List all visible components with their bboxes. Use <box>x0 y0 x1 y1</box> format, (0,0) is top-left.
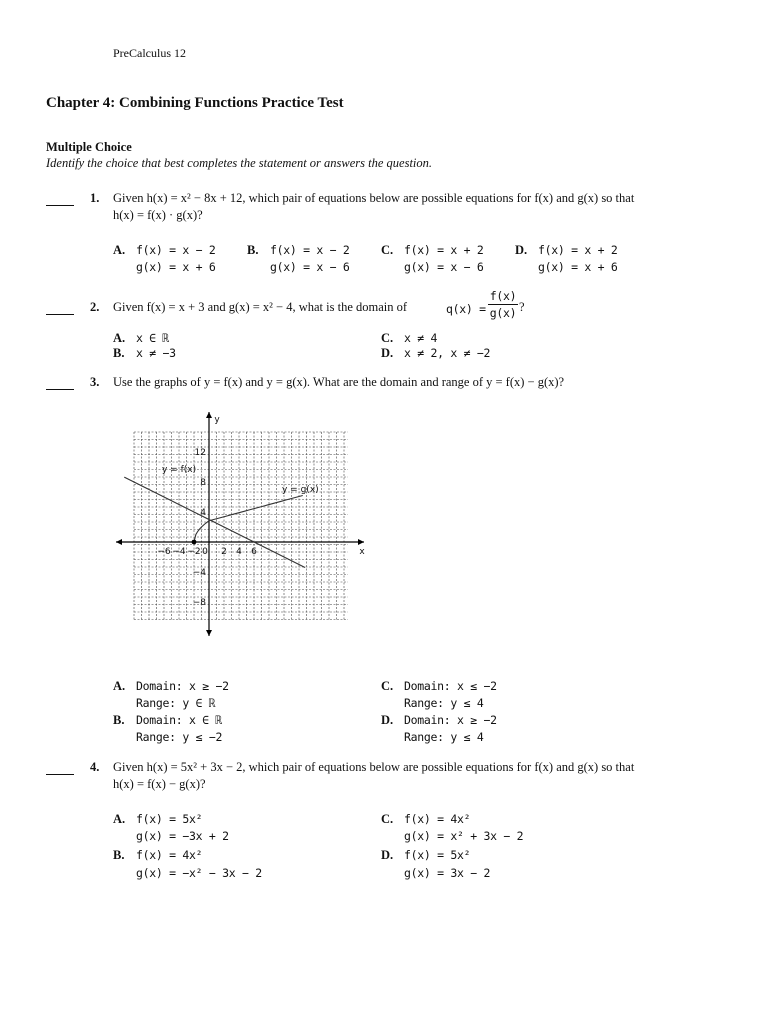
option-q1-c-line2: g(x) = x − 6 <box>404 260 484 274</box>
option-q1-b-line2: g(x) = x − 6 <box>270 260 350 274</box>
option-q3-d-line2: Range: y ≤ 4 <box>404 730 484 744</box>
g-curve-label: y = g(x) <box>282 485 319 495</box>
x-axis-arrow-left <box>116 539 122 545</box>
y-axis-label: y <box>214 415 220 425</box>
option-q4-b-line1: f(x) = 4x² <box>136 848 203 862</box>
option-label-q4-c: C. <box>381 812 394 826</box>
x-tick-label: −4 <box>172 547 186 557</box>
section-instructions: Identify the choice that best completes the statement or answers the question. <box>46 156 433 170</box>
option-label-q3-a: A. <box>113 679 126 693</box>
option-q4-d-line1: f(x) = 5x² <box>404 848 471 862</box>
y-axis-arrow-up <box>206 412 212 418</box>
graph-curves <box>124 477 305 567</box>
y-tick-label: 4 <box>200 508 206 518</box>
option-q3-d-line1: Domain: x ≥ −2 <box>404 713 497 727</box>
x-axis-arrow-right <box>358 539 364 545</box>
question-number-q1: 1. <box>90 191 100 205</box>
option-label-q2-a: A. <box>113 331 126 345</box>
graph-axes <box>116 412 364 636</box>
g-curve-endpoint <box>192 540 197 545</box>
option-label-q1-c: C. <box>381 243 394 257</box>
option-label-q4-a: A. <box>113 812 126 826</box>
option-label-q1-b: B. <box>247 243 259 257</box>
q2-question-mark: ? <box>519 300 525 314</box>
option-label-q1-d: D. <box>515 243 528 257</box>
g-curve <box>194 495 303 542</box>
y-tick-label: −4 <box>192 568 206 578</box>
q2-fraction-denominator: g(x) <box>489 306 517 320</box>
option-q1-c-line1: f(x) = x + 2 <box>404 243 484 257</box>
answer-blank-q1[interactable] <box>46 195 74 206</box>
option-label-q2-b: B. <box>113 346 125 360</box>
y-axis-arrow-down <box>206 630 212 636</box>
option-label-q4-d: D. <box>381 848 394 862</box>
option-q3-b-line1: Domain: x ∈ ℝ <box>136 713 223 727</box>
option-label-q3-d: D. <box>381 713 394 727</box>
option-label-q2-c: C. <box>381 331 394 345</box>
option-label-q1-a: A. <box>113 243 126 257</box>
question-number-q2: 2. <box>90 300 100 314</box>
option-q1-d-line1: f(x) = x + 2 <box>538 243 618 257</box>
question-stem-q4-line2: h(x) = f(x) − g(x)? <box>113 777 206 791</box>
option-label-q3-b: B. <box>113 713 125 727</box>
x-tick-label: 2 <box>221 547 227 557</box>
x-tick-label: 6 <box>251 547 257 557</box>
answer-blank-q3[interactable] <box>46 379 74 390</box>
option-q4-b-line2: g(x) = −x² − 3x − 2 <box>136 866 262 880</box>
option-q3-a-line2: Range: y ∈ ℝ <box>136 696 216 710</box>
q2-fraction <box>488 289 518 320</box>
option-q3-c-line1: Domain: x ≤ −2 <box>404 679 497 693</box>
y-tick-label: 12 <box>194 448 206 458</box>
question-number-q3: 3. <box>90 375 100 389</box>
question-stem-q1-line1: Given h(x) = x² − 8x + 12, which pair of equations below are possible equations for f(x) and g(x) so that <box>113 191 635 205</box>
q2-fraction-numerator: f(x) <box>489 289 517 303</box>
f-line <box>124 477 305 567</box>
x-axis-label: x <box>359 547 365 557</box>
answer-blank-q2[interactable] <box>46 304 74 315</box>
option-q1-a-line2: g(x) = x + 6 <box>136 260 216 274</box>
y-tick-label: −8 <box>192 598 206 608</box>
option-q1-b-line1: f(x) = x − 2 <box>270 243 350 257</box>
question-stem-q3: Use the graphs of y = f(x) and y = g(x). What are the domain and range of y = f(x) − g(x)? <box>113 375 565 389</box>
option-label-q4-b: B. <box>113 848 125 862</box>
q2-function-lhs: q(x) = <box>446 302 486 316</box>
answer-blank-q4[interactable] <box>46 764 74 775</box>
option-q1-d-line2: g(x) = x + 6 <box>538 260 618 274</box>
x-tick-label: 4 <box>236 547 242 557</box>
option-q3-b-line2: Range: y ≤ −2 <box>136 730 223 744</box>
option-q4-d-line2: g(x) = 3x − 2 <box>404 866 491 880</box>
option-q4-c-line2: g(x) = x² + 3x − 2 <box>404 829 524 843</box>
function-graph <box>112 410 372 640</box>
graph-grid <box>134 432 348 620</box>
option-q4-a-line1: f(x) = 5x² <box>136 812 203 826</box>
option-q4-c-line1: f(x) = 4x² <box>404 812 471 826</box>
section-heading: Multiple Choice <box>46 140 132 154</box>
question-stem-q2: Given f(x) = x + 3 and g(x) = x² − 4, what is the domain of <box>113 300 408 314</box>
page-title: Chapter 4: Combining Functions Practice Test <box>46 95 344 111</box>
option-label-q2-d: D. <box>381 346 394 360</box>
option-q1-a-line1: f(x) = x − 2 <box>136 243 216 257</box>
option-q2-b: x ≠ −3 <box>136 346 176 360</box>
q2-fraction-bar <box>488 304 518 305</box>
option-label-q3-c: C. <box>381 679 394 693</box>
option-q3-c-line2: Range: y ≤ 4 <box>404 696 484 710</box>
question-stem-q4-line1: Given h(x) = 5x² + 3x − 2, which pair of equations below are possible equations for f(x) and g(x) so that <box>113 760 635 774</box>
question-number-q4: 4. <box>90 760 100 774</box>
option-q4-a-line2: g(x) = −3x + 2 <box>136 829 229 843</box>
y-tick-label: 8 <box>200 478 206 488</box>
question-stem-q1-line2: h(x) = f(x) · g(x)? <box>113 208 203 222</box>
x-tick-label: −2 <box>187 547 201 557</box>
x-tick-label: −6 <box>157 547 171 557</box>
option-q2-d: x ≠ 2, x ≠ −2 <box>404 346 491 360</box>
f-line-label: y = f(x) <box>162 465 197 475</box>
option-q3-a-line1: Domain: x ≥ −2 <box>136 679 229 693</box>
x-tick-label: 0 <box>202 547 208 557</box>
course-header: PreCalculus 12 <box>113 46 186 60</box>
option-q2-a: x ∈ ℝ <box>136 331 170 345</box>
option-q2-c: x ≠ 4 <box>404 331 438 345</box>
